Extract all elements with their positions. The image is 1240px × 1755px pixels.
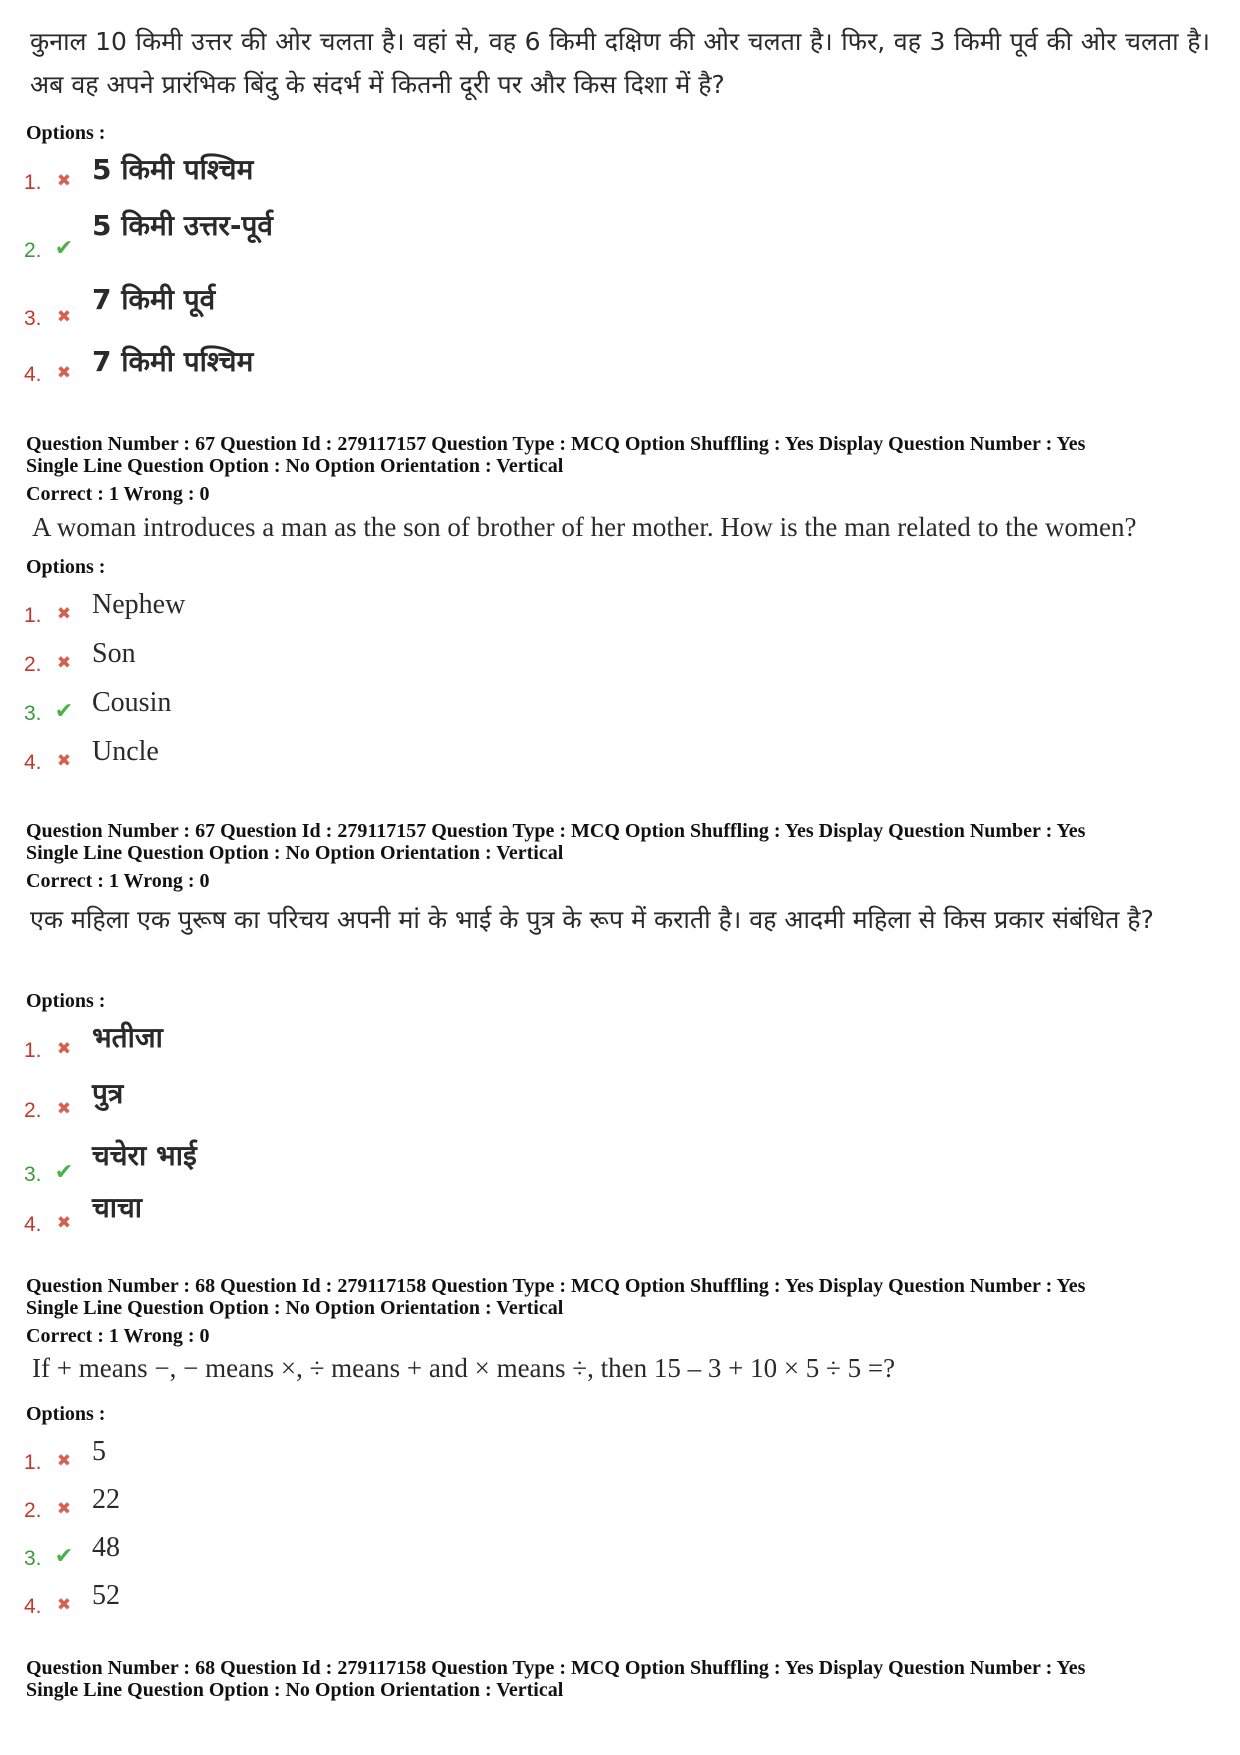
option-text: चचेरा भाई bbox=[92, 1139, 197, 1172]
option-number: 3. bbox=[24, 702, 42, 725]
options-label: Options : bbox=[26, 122, 106, 144]
option-number: 1. bbox=[24, 1039, 42, 1062]
question-meta-line2: Single Line Question Option : No Option Orientation : Vertical bbox=[26, 1679, 564, 1701]
marks-line: Correct : 1 Wrong : 0 bbox=[26, 1325, 210, 1347]
option-number: 2. bbox=[24, 653, 42, 676]
option-text: Son bbox=[92, 638, 136, 669]
option-number: 2. bbox=[24, 1099, 42, 1122]
wrong-mark-icon: ✖ bbox=[56, 1451, 72, 1471]
option-text: 5 bbox=[92, 1436, 106, 1467]
option-text: 7 किमी पूर्व bbox=[92, 283, 216, 316]
option-text: 48 bbox=[92, 1532, 120, 1563]
question-meta-line2: Single Line Question Option : No Option Orientation : Vertical bbox=[26, 1297, 564, 1319]
option-text: Cousin bbox=[92, 687, 172, 718]
options-label: Options : bbox=[26, 1403, 106, 1425]
option-text: 22 bbox=[92, 1484, 120, 1515]
question-text-q68-english: If + means −, − means ×, ÷ means + and × means ÷, then 15 – 3 + 10 × 5 ÷ 5 =? bbox=[32, 1353, 896, 1383]
question-text-q67-hindi: एक महिला एक पुरूष का परिचय अपनी मां के भाई के पुत्र के रूप में कराती है। वह आदमी महिला से किस प्रकार संबंधित है? bbox=[30, 905, 1154, 934]
option-number: 4. bbox=[24, 751, 42, 774]
option-number: 3. bbox=[24, 1547, 42, 1570]
option-number: 3. bbox=[24, 1163, 42, 1186]
option-number: 1. bbox=[24, 604, 42, 627]
option-number: 3. bbox=[24, 307, 42, 330]
question-meta-line1: Question Number : 67 Question Id : 279117157 Question Type : MCQ Option Shuffling : Yes Display Question Number : Yes bbox=[26, 820, 1086, 842]
option-text: 7 किमी पश्चिम bbox=[92, 345, 254, 378]
wrong-mark-icon: ✖ bbox=[56, 363, 72, 383]
question-meta-line2: Single Line Question Option : No Option Orientation : Vertical bbox=[26, 842, 564, 864]
wrong-mark-icon: ✖ bbox=[56, 1039, 72, 1059]
correct-check-icon: ✔ bbox=[54, 1160, 74, 1185]
marks-line: Correct : 1 Wrong : 0 bbox=[26, 870, 210, 892]
correct-check-icon: ✔ bbox=[54, 236, 74, 261]
option-number: 4. bbox=[24, 1213, 42, 1236]
option-text: भतीजा bbox=[92, 1021, 163, 1054]
option-number: 2. bbox=[24, 239, 42, 262]
option-number: 4. bbox=[24, 363, 42, 386]
question-text-q66-hindi: कुनाल 10 किमी उत्तर की ओर चलता है। वहां से, वह 6 किमी दक्षिण की ओर चलता है। फिर, वह 3 किमी पूर्व की ओर चलता है। अब वह अपने प्रारंभिक बिंदु के संदर्भ में कितनी दूरी पर और किस दिशा में है? bbox=[30, 27, 1210, 99]
question-text-q67-english: A woman introduces a man as the son of brother of her mother. How is the man related to the women? bbox=[32, 512, 1137, 542]
option-text: पुत्र bbox=[92, 1077, 124, 1110]
wrong-mark-icon: ✖ bbox=[56, 1099, 72, 1119]
option-text: 5 किमी उत्तर-पूर्व bbox=[92, 209, 273, 242]
correct-check-icon: ✔ bbox=[54, 699, 74, 724]
correct-check-icon: ✔ bbox=[54, 1544, 74, 1569]
option-text: Nephew bbox=[92, 589, 186, 620]
wrong-mark-icon: ✖ bbox=[56, 604, 72, 624]
question-meta-line2: Single Line Question Option : No Option Orientation : Vertical bbox=[26, 455, 564, 477]
option-number: 4. bbox=[24, 1595, 42, 1618]
wrong-mark-icon: ✖ bbox=[56, 1595, 72, 1615]
wrong-mark-icon: ✖ bbox=[56, 1499, 72, 1519]
option-text: चाचा bbox=[92, 1191, 143, 1224]
wrong-mark-icon: ✖ bbox=[56, 1213, 72, 1233]
wrong-mark-icon: ✖ bbox=[56, 751, 72, 771]
options-label: Options : bbox=[26, 990, 106, 1012]
wrong-mark-icon: ✖ bbox=[56, 307, 72, 327]
option-text: Uncle bbox=[92, 736, 159, 767]
option-text: 52 bbox=[92, 1580, 120, 1611]
marks-line: Correct : 1 Wrong : 0 bbox=[26, 483, 210, 505]
option-number: 1. bbox=[24, 171, 42, 194]
question-meta-line1: Question Number : 68 Question Id : 279117158 Question Type : MCQ Option Shuffling : Yes Display Question Number : Yes bbox=[26, 1275, 1086, 1297]
option-text: 5 किमी पश्चिम bbox=[92, 153, 254, 186]
options-label: Options : bbox=[26, 556, 106, 578]
option-number: 2. bbox=[24, 1499, 42, 1522]
wrong-mark-icon: ✖ bbox=[56, 171, 72, 191]
option-number: 1. bbox=[24, 1451, 42, 1474]
question-meta-line1: Question Number : 68 Question Id : 279117158 Question Type : MCQ Option Shuffling : Yes Display Question Number : Yes bbox=[26, 1657, 1086, 1679]
question-meta-line1: Question Number : 67 Question Id : 279117157 Question Type : MCQ Option Shuffling : Yes Display Question Number : Yes bbox=[26, 433, 1086, 455]
wrong-mark-icon: ✖ bbox=[56, 653, 72, 673]
